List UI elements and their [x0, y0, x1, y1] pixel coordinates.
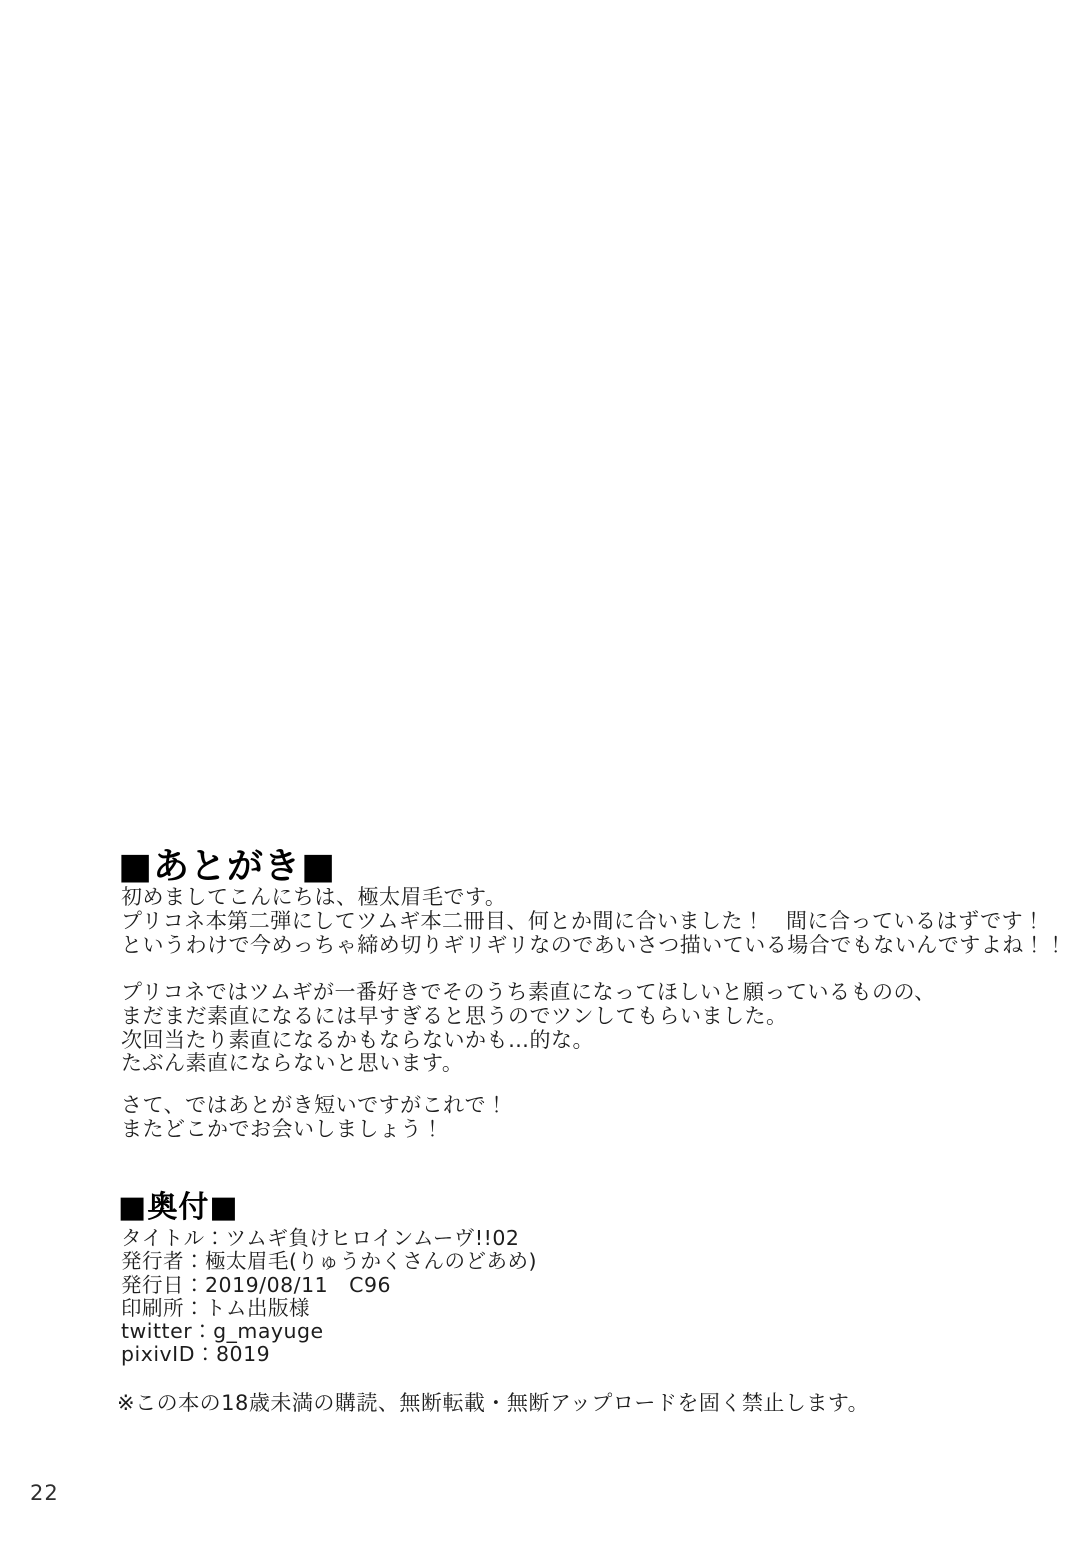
- colophon-printer-entry: 印刷所：トム出版様: [121, 1295, 310, 1320]
- colophon-date-entry: 発行日：2019/08/11 C96: [121, 1272, 392, 1297]
- afterword-paragraph-2: [121, 981, 936, 1076]
- colophon-pixiv-entry: pixivID：8019: [121, 1342, 271, 1367]
- copyright-disclaimer: ※この本の18歳未満の購読、無断転載・無断アップロードを固く禁止します。: [117, 1391, 870, 1415]
- colophon-twitter-entry: twitter：g_mayuge: [121, 1319, 324, 1344]
- afterword-line: まだまだ素直になるには早すぎると思うのでツンしてもらいました。: [121, 1003, 788, 1028]
- afterword-line: 初めましてこんにちは、極太眉毛です。: [121, 885, 507, 909]
- afterword-line: プリコネではツムギが一番好きでそのうち素直になってほしいと願っているものの、: [121, 980, 936, 1004]
- afterword-paragraph-3: [121, 1094, 508, 1142]
- colophon-title-entry: タイトル：ツムギ負けヒロインムーヴ!!02: [121, 1226, 520, 1250]
- afterword-line: 次回当たり素直になるかもならないかも…的な。: [121, 1027, 594, 1052]
- afterword-paragraph-1: [121, 886, 1067, 957]
- colophon-entries: [121, 1227, 537, 1367]
- afterword-line: さて、ではあとがき短いですがこれで！: [121, 1093, 508, 1117]
- afterword-line: プリコネ本第二弾にしてツムギ本二冊目、何とか間に合いました！ 間に合っているはずです！: [121, 908, 1045, 933]
- afterword-heading: ■あとがき■: [118, 846, 337, 887]
- afterword-line: たぶん素直にならないと思います。: [121, 1051, 464, 1076]
- colophon-heading: ■奥付■: [118, 1190, 239, 1225]
- page-number: 22: [30, 1481, 59, 1505]
- afterword-line: というわけで今めっちゃ締め切りギリギリなのであいさつ描いている場合でもないんですよね！！: [121, 932, 1067, 957]
- colophon-author-entry: 発行者：極太眉毛(りゅうかくさんのどあめ): [121, 1249, 537, 1274]
- afterword-line: またどこかでお会いしましょう！: [121, 1116, 444, 1141]
